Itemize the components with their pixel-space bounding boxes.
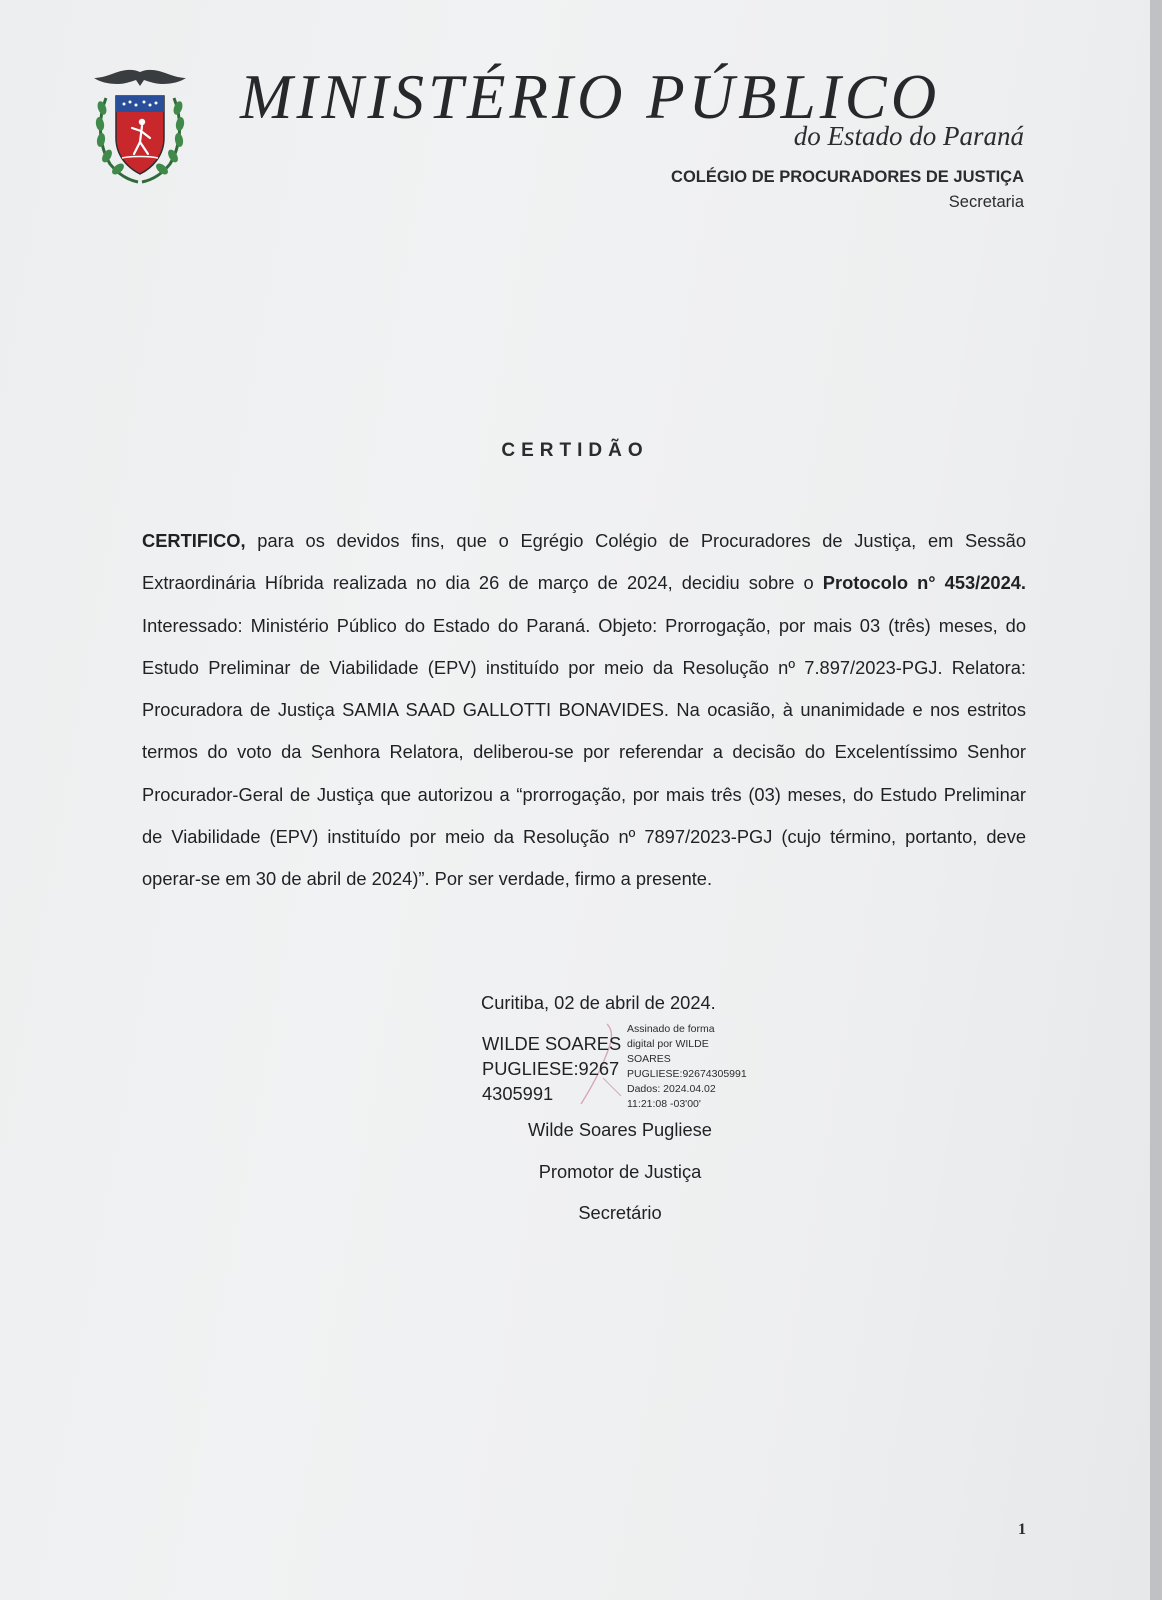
signer-title: Secretário	[578, 1202, 662, 1223]
body-bold-run: Protocolo n° 453/2024.	[822, 572, 1026, 594]
page-edge-shadow	[1150, 0, 1162, 1600]
body-text-run: para os devidos fins, que o Egrégio Colégio de Procuradores de Justiça, em Sessão Extraordinária Híbrida realizada no dia 26 de março de 2024, decidiu sobre o	[142, 530, 1026, 594]
parana-coat-of-arms-icon	[92, 68, 188, 186]
department-name: Secretaria	[948, 193, 1024, 211]
body-text-run: Interessado: Ministério Público do Estado do Paraná. Objeto: Prorrogação, por mais 03 (três) meses, do Estudo Preliminar de Viabilidade (EPV) instituído por meio da Resolução nº 7.897/2023-PGJ. Relatora: Procuradora de Justiça SAMIA SAAD GALLOTTI BONAVIDES. Na ocasião, à unanimidade e nos estritos termos do voto da Senhora Relatora, deliberou-se por referendar a decisão do Excelentíssimo Senhor Procurador-Geral de Justiça que autorizou a “prorrogação, por mais três (03) meses, do Estudo Preliminar de Viabilidade (EPV) instituído por meio da Resolução nº 7897/2023-PGJ (cujo término, portanto, deve operar-se em 30 de abril de 2024)”. Por ser verdade, firmo a presente.	[142, 614, 1026, 890]
institution-state: do Estado do Paraná	[793, 121, 1024, 151]
signer-role: Promotor de Justiça	[538, 1161, 702, 1182]
page-number: 1	[1018, 1521, 1026, 1538]
signature-detail-line: Assinado de forma	[627, 1023, 715, 1035]
digital-signer-name: WILDE SOARES PUGLIESE:9267 4305991	[482, 1033, 622, 1104]
signature-detail-line: SOARES	[627, 1053, 671, 1065]
place-and-date: Curitiba, 02 de abril de 2024.	[481, 992, 716, 1013]
body-bold-run: CERTIFICO,	[142, 530, 246, 551]
signer-name: Wilde Soares Pugliese	[528, 1119, 712, 1140]
institution-name: MINISTÉRIO PÚBLICO	[240, 62, 941, 132]
certificate-body	[142, 520, 1026, 901]
digital-signature-details	[627, 1022, 777, 1112]
signature-detail-line: PUGLIESE:92674305991	[627, 1068, 747, 1080]
signature-detail-line: 11:21:08 -03'00'	[627, 1098, 701, 1110]
document-title: CERTIDÃO	[501, 440, 649, 461]
signature-detail-line: digital por WILDE	[627, 1038, 709, 1050]
organ-name: COLÉGIO DE PROCURADORES DE JUSTIÇA	[671, 168, 1024, 186]
signature-detail-line: Dados: 2024.04.02	[627, 1083, 716, 1095]
